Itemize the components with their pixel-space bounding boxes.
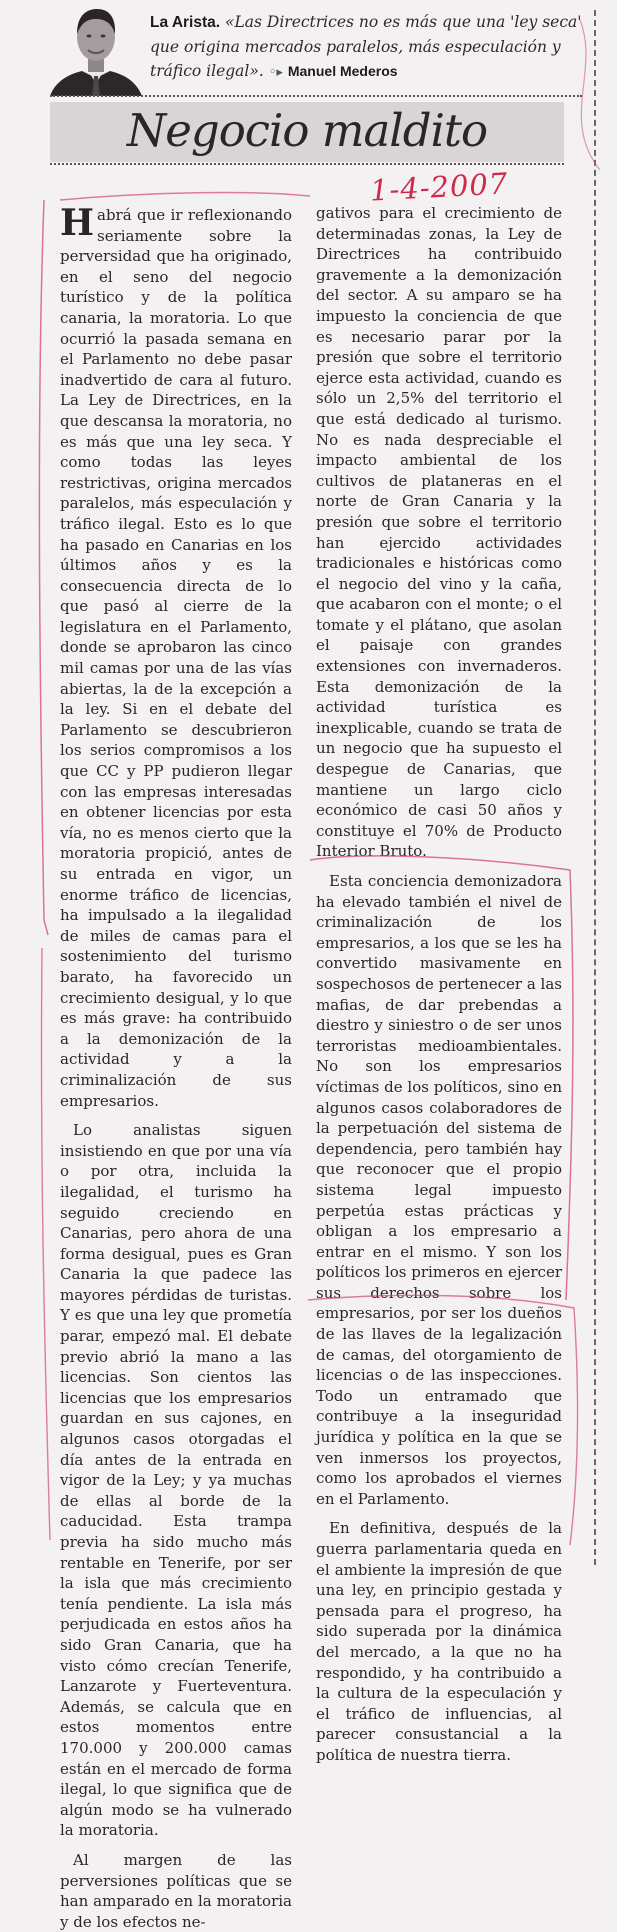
margin-bracket-left [39,200,48,935]
article-column-left [60,202,292,1932]
drop-cap: H [60,202,95,244]
author-portrait-icon [48,4,144,96]
paragraph: Esta conciencia demonizadora ha elevado también el nivel de criminalización de los empresarios, a los que se les ha convertido masivamente en sospechosos de pertenecer a las mafias, de dar prebendas a diestro y siniestro o de ser unos terroristas medioambientales. No son los empresarios víctimas de los políticos, sino en algunos casos colaboradores de la perpetuación del sistema de dependencia, pero también hay que reconocer que el propio sistema legal impuesto perpetúa estas prácticas y obligan a los empresario a entrar en el mismo. Y son los políticos los primeros en ejercer sus derechos sobre los empresarios, por ser los dueños de las llaves de la legalización de camas, del otorgamiento de licencias o de las inspecciones. Todo un entramado que contribuye a la inseguridad jurídica y política en la que se ven inmersos los proyectos, como los aprobados el viernes en el Parlamento. [316,872,562,1508]
kicker-text [150,10,584,85]
author-photo [48,4,144,96]
paragraph [60,202,292,1111]
pen-underline-top [60,193,310,200]
paragraph: Lo analistas siguen insistiendo en que por una vía o por otra, incluida la ilegalidad, el turismo ha seguido creciendo en Canarias, pero ahora de una forma desigual, pues es Gran Canaria la que padece las mayores pérdidas de turistas. Y es que una ley que prometía parar, empezó mal. El debate previo abrió la mano a las licencias. Son cientos las licencias que los empresarios guardan en sus cajones, en algunos casos otorgadas el día antes de la entrada en vigor de la Ley; y ya muchas de ellas al borde de la caducidad. Esta trampa previa ha sido mucho más rentable en Tenerife, por ser la isla que más crecimiento tenía pendiente. La isla más perjudicada en estos años ha sido Gran Canaria, que ha visto cómo crecían Tenerife, Lanzarote y Fuerteventura. Además, se calcula que en estos momentos entre 170.000 y 200.000 camas están en el mercado de forma ilegal, lo que significa que de algún modo se ha vulnerado la moratoria. [60,1121,292,1840]
column-rule [594,10,596,1565]
pull-quote: «Las Directrices no es más que una 'ley seca' que origina mercados paralelos, más especulación y tráfico ilegal». [150,13,582,80]
section-label: La Arista. [150,14,221,31]
margin-bracket-left-lower [41,948,50,1540]
divider-bottom [50,163,564,165]
article-column-right [316,203,562,1766]
divider-top [50,95,582,97]
author-name: Manuel Mederos [287,63,398,79]
column-header [48,4,582,96]
paragraph: En definitiva, después de la guerra parlamentaria queda en el ambiente la impresión de que una ley, en principio gestada y pensada para el progreso, ha sido superada por la dinámica del mercado, a la que no ha respondido, y ha contribuido a la cultura de la especulación y el tráfico de influencias, al parecer consustancial a la política de nuestra tierra. [316,1519,562,1764]
handwritten-date: 1-4-2007 [369,166,510,208]
paragraph: gativos para el crecimiento de determinadas zonas, la Ley de Directrices ha contribuido gravemente a la demonización del sector. A su amparo se ha impuesto la conciencia de que es necesario parar por la presión que sobre el territorio ejerce esta actividad, cuando es sólo un 2,5% del territorio el que está dedicado al turismo. No es nada despreciable el impacto ambiental de los cultivos de plataneras en el norte de Gran Canaria y la presión que sobre el territorio han ejercido actividades tradicionales e históricas como el negocio del vino y la caña, que acabaron con el monte; o el tomate y el plátano, que asolan el paisaje con grandes extensiones con invernaderos. Esta demonización de la actividad turística es inexplicable, cuando se trata de un negocio que ha supuesto el despegue de Canarias, que mantiene un largo ciclo económico de casi 50 años y constituye el 70% de Producto Interior Bruto. [316,204,562,861]
paragraph-text: abrá que ir reflexionando seriamente sobre la perversidad que ha originado, en el seno del negocio turístico y de la política canaria, la moratoria. Lo que ocurrió la pasada semana en el Parlamento no debe pasar inadvertido de cara al futuro. La Ley de Directrices, en la que descansa la moratoria, no es más que una ley seca. Y como todas las leyes restrictivas, origina mercados paralelos, más especulación y tráfico ilegal. Esto es lo que ha pasado en Canarias en los últimos años y es la consecuencia directa de lo que pasó al cierre de la legislatura en el Parlamento, donde se aprobaron las cinco mil camas por una de las vías abiertas, la de la excepción a la ley. Si en el debate del Parlamento se descubrieron los serios compromisos a los que CC y PP pudieron llegar con las empresas interesadas en obtener licencias por esta vía, no es menos cierto que la moratoria propició, antes de su entrada en vigor, un enorme tráfico de licencias, ha impulsado a la ilegalidad de miles de camas para el sostenimiento del turismo barato, ha favorecido un crecimiento desigual, y lo que es más grave: ha contribuido a la demonización de la actividad y a la criminalización de sus empresarios. [60,206,292,1110]
paragraph: Al margen de las perversiones políticas que se han amparado en la moratoria y de los efectos ne- [60,1850,292,1931]
article-title: Negocio maldito [126,104,488,157]
arrow-bullet-icon: ◦▸ [268,65,283,80]
